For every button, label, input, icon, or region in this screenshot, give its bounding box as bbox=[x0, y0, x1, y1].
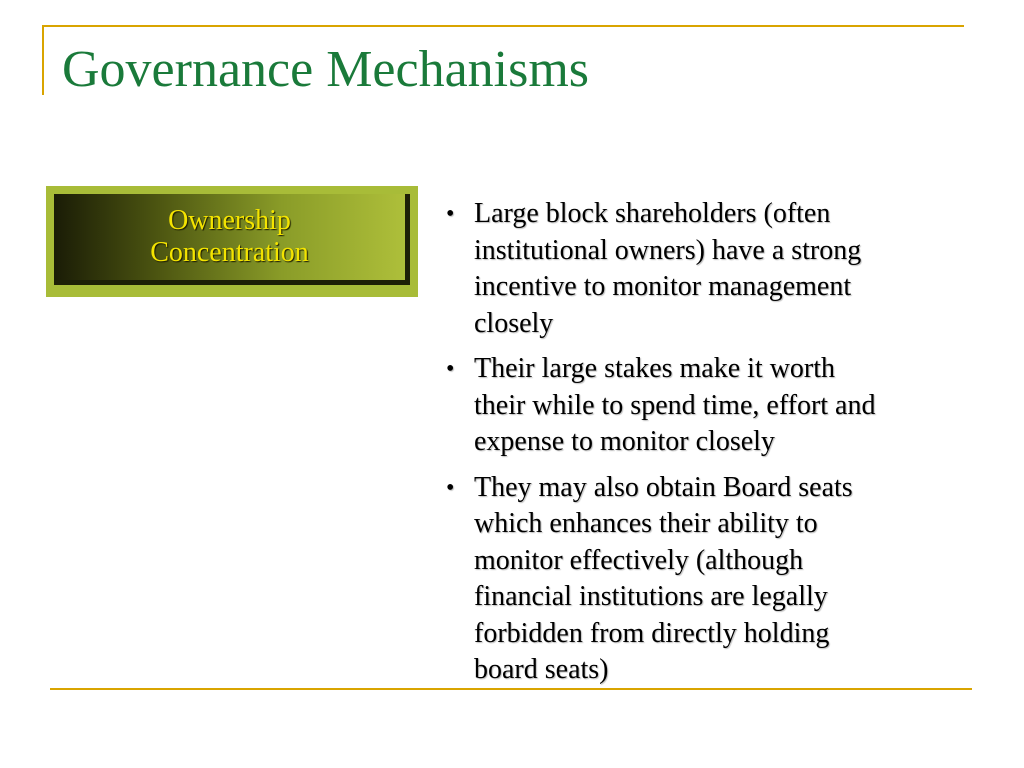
bullet-line: incentive to monitor management bbox=[474, 271, 852, 302]
bullet-line: They may also obtain Board seats bbox=[474, 471, 853, 503]
bottom-frame-line bbox=[50, 688, 972, 690]
concept-box bbox=[46, 186, 418, 297]
slide-title: Governance Mechanisms bbox=[62, 41, 590, 98]
bullet-line: Their large stakes make it worth bbox=[474, 353, 836, 384]
bullet-item bbox=[444, 470, 984, 689]
bullet-dot-icon: • bbox=[446, 201, 455, 227]
bullet-line: forbidden from directly holding bbox=[474, 617, 830, 649]
bullet-line: monitor effectively (although bbox=[474, 544, 804, 576]
bullet-dot-icon: • bbox=[446, 356, 455, 382]
bullet-line: Large block shareholders (often bbox=[474, 198, 831, 229]
bullet-line: expense to monitor closely bbox=[474, 426, 775, 457]
concept-label-line-1: Ownership bbox=[168, 204, 291, 236]
bullet-list bbox=[444, 196, 984, 698]
bullet-line: closely bbox=[474, 307, 554, 339]
left-frame-line bbox=[42, 25, 44, 95]
bullet-line: financial institutions are legally bbox=[474, 581, 828, 612]
bullet-item bbox=[444, 351, 984, 461]
bullet-dot-icon: • bbox=[446, 474, 455, 501]
concept-box-inner bbox=[54, 194, 410, 285]
top-frame-line bbox=[42, 25, 964, 27]
bullet-line: board seats) bbox=[474, 654, 609, 685]
bullet-line: their while to spend time, effort and bbox=[474, 389, 876, 421]
bullet-line: which enhances their ability to bbox=[474, 508, 818, 539]
bullet-item bbox=[444, 196, 984, 342]
bullet-line: institutional owners) have a strong bbox=[474, 234, 862, 266]
concept-label-line-2: Concentration bbox=[150, 237, 309, 268]
